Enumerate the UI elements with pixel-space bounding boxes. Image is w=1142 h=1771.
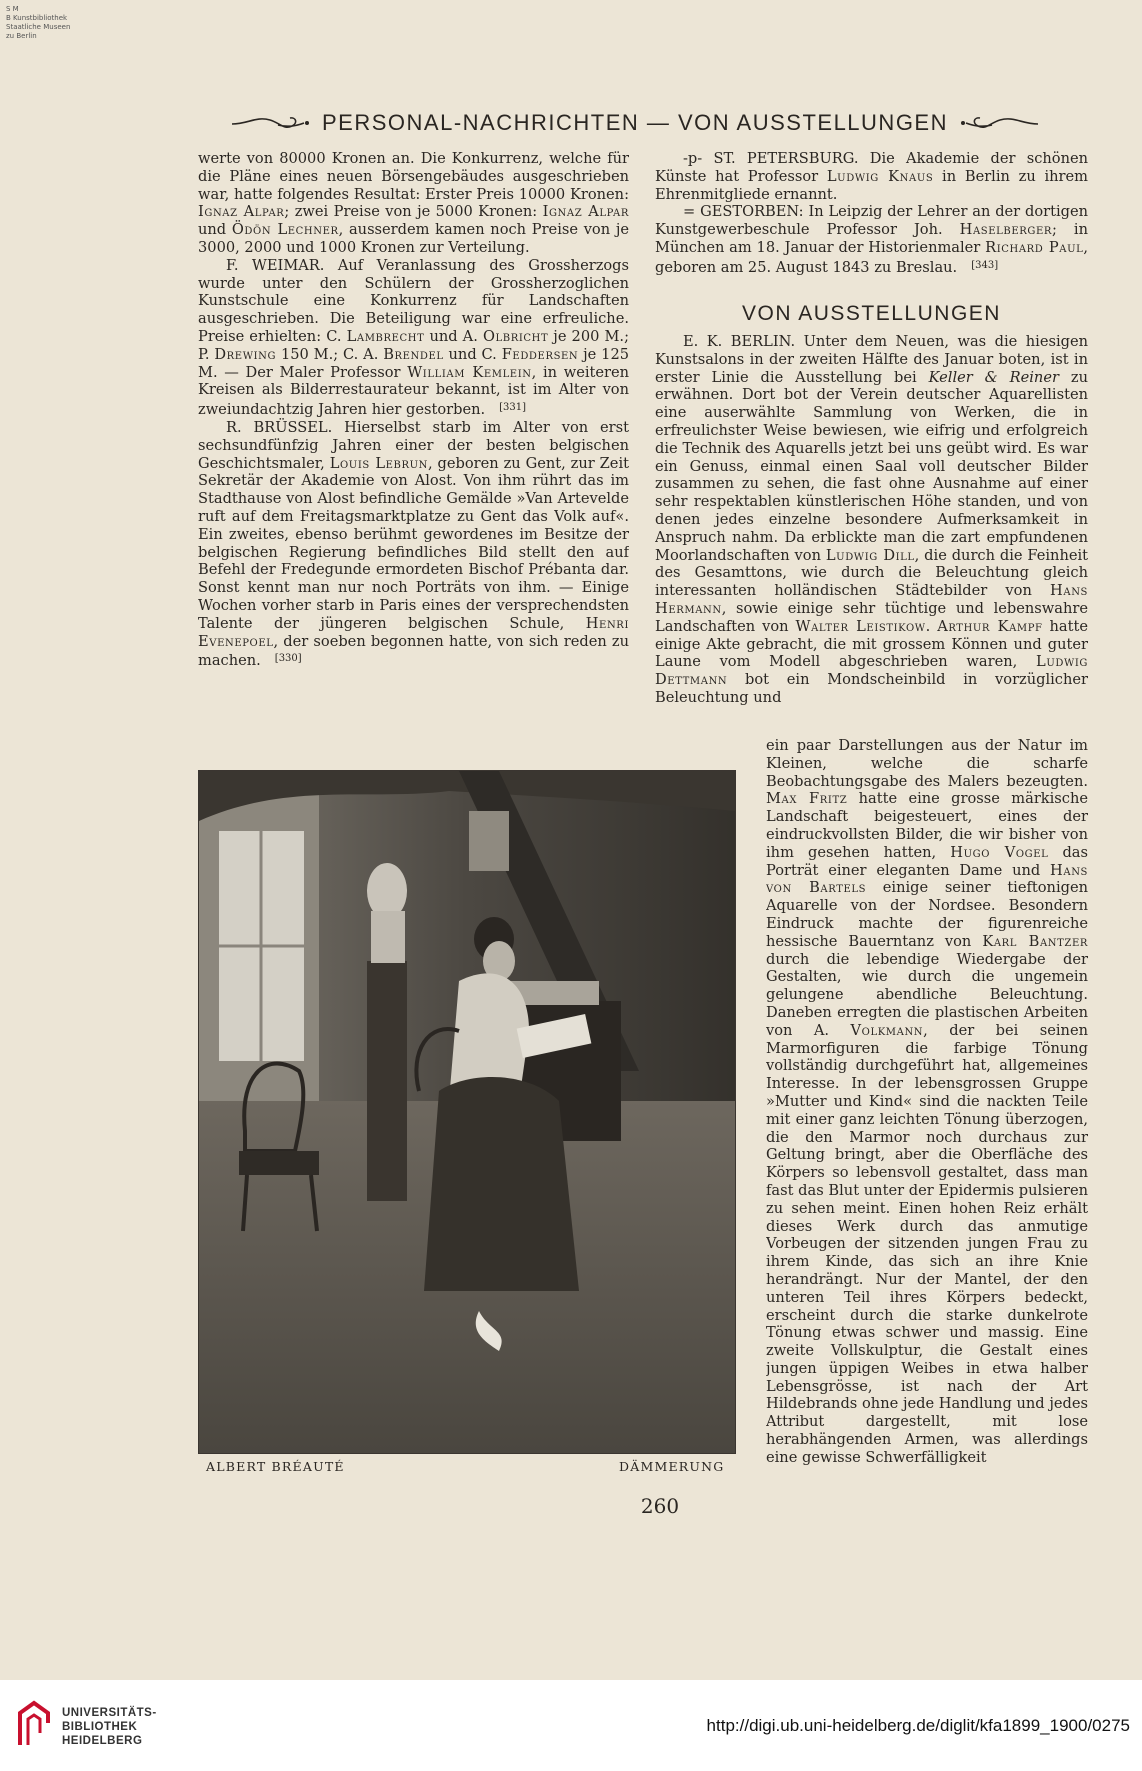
- reference-number: [331]: [499, 402, 527, 414]
- exhibition-paragraph-continued: ein paar Darstellungen aus der Natur im Kleinen, welche die scharfe Beobachtungsgabe des Malers bezeugten. Max Fritz hatte eine grosse märkische Landschaft beigesteuert, eines der eindruckvollsten Bilder, die wir bisher von ihm gesehen hatten, Hugo Vogel das Porträt einer eleganten Dame und Hans von Bartels einige seiner tieftonigen Aquarelle von der Nordsee. Besondern Eindruck machte der figurenreiche hessische Bauerntanz von Karl Bantzer durch die lebendige Wiedergabe der Gestalten, wie durch die ungemein gelungene abendliche Beleuchtung. Daneben erregten die plastischen Arbeiten von A. Volkmann, der bei seinen Marmorfiguren die farbige Tönung vollständig durchgeführt hat, allgemeines Interesse. In der lebensgrossen Gruppe »Mutter und Kind« sind die nackten Teile mit einer ganz leichten Tönung überzogen, die den Marmor noch durchaus zur Geltung bringt, aber die Oberfläche des Körpers so lebensvoll gestaltet, dass man fast das Blut unter der Epidermis pulsieren zu sehen meint. Einen hohen Reiz erhält dieses Werk durch das anmutige Vorbeugen der sitzenden jungen Frau zu ihrem Kinde, das sich an ihre Knie herandrängt. Nur der Mantel, der den unteren Teil ihres Körpers bedeckt, erscheint durch die starke dunkelrote Tönung etwas schwer und massig. Eine zweite Vollskulptur, die Gestalt eines jungen üppigen Weibes in etwa halber Lebensgrösse, ist nach der Art Hildebrands ohne jede Handlung und jedes Attribut dargestellt, mit lose herabhängenden Armen, was allerdings eine gewisse Schwerfälligkeit: [766, 737, 1088, 1466]
- painting-illustration: [198, 770, 736, 1454]
- news-paragraph: -p- ST. PETERSBURG. Die Akademie der schönen Künste hat Professor Ludwig Knaus in Berlin zu ihrem Ehrenmitgliede ernannt.: [655, 150, 1088, 203]
- news-paragraph: R. BRÜSSEL. Hierselbst starb im Alter von erst sechsundfünfzig Jahren einer der besten belgischen Geschichtsmaler, Louis Lebrun, geboren zu Gent, zur Zeit Sekretär der Akademie von Alost. Von ihm rührt das im Stadthause von Alost befindliche Gemälde »Van Artevelde ruft auf dem Freitagsmarktplatze zu Gent das Volk auf«. Ein zweites, ebenso berühmt gewordenes im Besitze der belgischen Regierung befindliches Bild stellt den auf Befehl der Fredegunde ermordeten Bischof Prébanta dar. Sonst kennt man nur noch Porträts von ihm. — Einige Wochen vorher starb in Paris eines der versprechendsten Talente der jüngeren belgischen Schule, Henri Evenepoel, der soeben begonnen hatte, von sich reden zu machen. [330]: [198, 418, 629, 670]
- left-column: [198, 150, 629, 740]
- reference-number: [330]: [274, 653, 302, 665]
- right-column-main: [655, 333, 1088, 737]
- institution-line: BIBLIOTHEK: [62, 1721, 138, 1733]
- exhibition-paragraph: E. K. BERLIN. Unter dem Neuen, was die hiesigen Kunstsalons in der zweiten Hälfte des Januar boten, ist in erster Linie die Ausstellung bei Keller & Reiner zu erwähnen. Dort bot der Verein deutscher Aquarellisten eine auserwählte Sammlung von Werken, die in erfreulichster Weise bewiesen, wie eifrig und erfolgreich die Technik des Aquarells jetzt bei uns geübt wird. Es war ein Genuss, einmal einen Saal voll deutscher Bilder zusammen zu sehen, die fast ohne Ausnahme auf einer sehr respektablen künstlerischen Höhe standen, und von denen jedes einzelne besondere Aufmerksamkeit in Anspruch nahm. Da erblickte man die zart empfundenen Moorlandschaften von Ludwig Dill, die durch die Feinheit des Gesamttons, wie durch die Beleuchtung gleich interessanten holländischen Städtebilder von Hans Hermann, sowie einige sehr tüchtige und lebenswahre Landschaften von Walter Leistikow. Arthur Kampf hatte einige Akte gebracht, die mit grossem Können und guter Laune vom Modell abgeschrieben waren, Ludwig Dettmann bot ein Mondscheinbild in vorzüglicher Beleuchtung und: [655, 333, 1088, 706]
- right-column-top: [655, 150, 1088, 295]
- page-number: 260: [640, 1494, 680, 1518]
- university-logo-icon: [16, 1699, 52, 1749]
- section-title: VON AUSSTELLUNGEN: [742, 302, 1001, 325]
- ornament-right-icon: [960, 112, 1040, 134]
- institution-line: UNIVERSITÄTS-: [62, 1707, 157, 1719]
- running-head-title: PERSONAL-NACHRICHTEN — VON AUSSTELLUNGEN: [322, 110, 948, 135]
- footer-bar: [0, 1680, 1142, 1771]
- news-paragraph: F. WEIMAR. Auf Veranlassung des Grossherzogs wurde unter den Schülern der Grossherzoglichen Kunstschule eine Konkurrenz für Landschaften ausgeschrieben. Die Beteiligung war eine erfreuliche. Preise erhielten: C. Lambrecht und A. Olbricht je 200 M.; P. Drewing 150 M.; C. A. Brendel und C. Feddersen je 125 M. — Der Maler Professor William Kemlein, in weiteren Kreisen als Bilderrestaurateur bekannt, ist im Alter von zweiundachtzig Jahren hier gestorben. [331]: [198, 256, 629, 419]
- stamp-line: zu Berlin: [6, 32, 37, 40]
- running-head: [190, 106, 1080, 140]
- institution-line: HEIDELBERG: [62, 1735, 143, 1747]
- caption-title: DÄMMERUNG: [619, 1459, 725, 1474]
- library-stamp: [6, 5, 126, 41]
- stamp-line: B Kunstbibliothek: [6, 14, 68, 22]
- painting-image: [199, 771, 735, 1453]
- caption-artist: ALBERT BRÉAUTÉ: [206, 1459, 345, 1474]
- stamp-line: Staatliche Museen: [6, 23, 71, 31]
- stamp-line: S M: [6, 5, 19, 13]
- right-column-narrow: [766, 737, 1088, 1477]
- news-paragraph: = GESTORBEN: In Leipzig der Lehrer an der dortigen Kunstgewerbeschule Professor Joh. Haselberger; in München am 18. Januar der Historienmaler Richard Paul, geboren am 25. August 1843 zu Breslau. [343]: [655, 203, 1088, 276]
- ornament-left-icon: [230, 112, 310, 134]
- news-paragraph: werte von 80000 Kronen an. Die Konkurrenz, welche für die Pläne eines neuen Börsengebäudes ausgeschrieben war, hatte folgendes Resultat: Erster Preis 10000 Kronen: Ignaz Alpar; zwei Preise von je 5000 Kronen: Ignaz Alpar und Ödön Lechner, ausserdem kamen noch Preise von je 3000, 2000 und 1000 Kronen zur Verteilung.: [198, 150, 629, 256]
- reference-number: [343]: [971, 259, 999, 271]
- institution-name: [62, 1706, 157, 1748]
- permalink-url[interactable]: http://digi.ub.uni-heidelberg.de/diglit/kfa1899_1900/0275: [706, 1716, 1130, 1735]
